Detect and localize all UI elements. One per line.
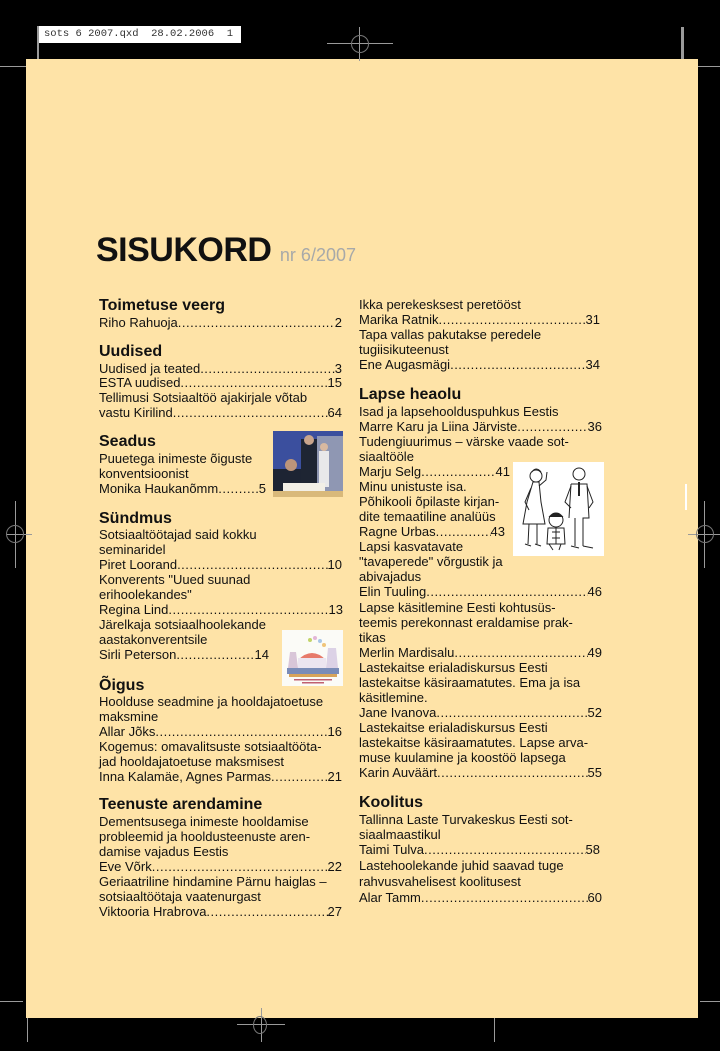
section-heading: Toimetuse veerg <box>99 297 225 314</box>
entry-page: 13 <box>328 602 343 617</box>
entry-title: lastekaitse käsiraamatutes. Ema ja isa <box>359 675 581 690</box>
entry-title: Ikka perekesksest peretööst <box>359 297 521 312</box>
entry-title: Lapse käsitlemine Eesti kohtusüs- <box>359 600 556 615</box>
toc-entry[interactable] <box>99 904 342 919</box>
section-heading: Seadus <box>99 433 156 450</box>
section-heading: Teenuste arendamine <box>99 796 263 813</box>
entry-page: 49 <box>587 645 602 660</box>
entry-author: Monika Haukanõmm <box>99 481 219 496</box>
toc-entry[interactable] <box>99 859 342 874</box>
entry-title: Tellimusi Sotsiaaltöö ajakirjale võtab <box>99 390 308 405</box>
entry-title: Hoolduse seadmine ja hooldajatoetuse <box>99 694 324 709</box>
toc-entry[interactable] <box>99 724 342 739</box>
entry-page: 21 <box>327 769 342 784</box>
entry-page: 58 <box>585 842 600 857</box>
entry-title: vastu Kirilind <box>99 405 173 420</box>
entry-title: muse kuulamine ja koostöö lapsega <box>359 750 566 765</box>
entry-author: Allar Jõks <box>99 724 156 739</box>
entry-title: Tallinna Laste Turvakeskus Eesti sot- <box>359 812 573 827</box>
toc-entry[interactable] <box>359 890 602 905</box>
entry-title: Lapsi kasvatavate <box>359 539 464 554</box>
toc-entry[interactable] <box>99 361 342 376</box>
toc-entry[interactable] <box>359 584 602 599</box>
entry-author: Eve Võrk <box>99 859 152 874</box>
entry-page: 43 <box>490 524 505 539</box>
entry-title: teemis perekonnast eraldamise prak- <box>359 615 573 630</box>
entry-title: jad hooldajatoetuse maksmisest <box>99 754 284 769</box>
entry-title: Lastehoolekande juhid saavad tuge <box>359 858 564 873</box>
entry-title: siaalmaastikul <box>359 827 441 842</box>
entry-author: Piret Loorand <box>99 557 178 572</box>
conference-logo-image <box>282 630 343 686</box>
toc-entry[interactable] <box>99 481 266 496</box>
entry-page: 27 <box>327 904 342 919</box>
entry-author: Inna Kalamäe, Agnes Parmas <box>99 769 271 784</box>
entry-author: Jane Ivanova <box>359 705 437 720</box>
entry-page: 3 <box>334 361 342 376</box>
entry-title: Puuetega inimeste õiguste <box>99 451 253 466</box>
entry-title: sotsiaaltöötaja vaatenurgast <box>99 889 261 904</box>
section-heading: Sündmus <box>99 510 172 527</box>
entry-title: Minu unistuste isa. <box>359 479 467 494</box>
entry-title: Geriaatriline hindamine Pärnu haiglas – <box>99 874 327 889</box>
toc-entry[interactable] <box>359 312 600 327</box>
section-heading: Lapse heaolu <box>359 386 462 403</box>
toc-title: SISUKORD <box>96 231 272 269</box>
entry-author: Sirli Peterson <box>99 647 177 662</box>
section-heading: Uudised <box>99 343 163 360</box>
entry-title: aastakonverentsile <box>99 632 208 647</box>
toc-entry[interactable] <box>359 524 505 539</box>
entry-title: rahvusvahelisest koolitusest <box>359 874 521 889</box>
page-title <box>96 231 356 270</box>
entry-author: Taimi Tulva <box>359 842 425 857</box>
entry-author: Regina Lind <box>99 602 169 617</box>
entry-title: Lastekaitse erialadiskursus Eesti <box>359 720 548 735</box>
family-illustration <box>513 462 604 556</box>
entry-page: 36 <box>587 419 602 434</box>
entry-title: abivajadus <box>359 569 422 584</box>
entry-title: seminaridel <box>99 542 166 557</box>
toc-entry[interactable] <box>359 705 602 720</box>
issue-number: nr 6/2007 <box>279 245 356 265</box>
entry-page: 16 <box>327 724 342 739</box>
section-heading: Koolitus <box>359 794 423 811</box>
entry-author: Elin Tuuling <box>359 584 427 599</box>
entry-author: Karin Auväärt <box>359 765 438 780</box>
entry-page: 22 <box>327 859 342 874</box>
entry-title: probleemid ja hooldusteenuste aren- <box>99 829 311 844</box>
entry-title: ESTA uudised <box>99 375 181 390</box>
entry-author: Merlin Mardisalu <box>359 645 455 660</box>
signing-ceremony-photo <box>273 431 343 497</box>
toc-entry[interactable] <box>359 842 600 857</box>
entry-title: dite temaatiline analüüs <box>359 509 496 524</box>
entry-title: Järelkaja sotsiaalhoolekande <box>99 617 266 632</box>
entry-title: tugiisikuteenust <box>359 342 449 357</box>
entry-title: Tapa vallas pakutakse peredele <box>359 327 542 342</box>
entry-author: Alar Tamm <box>359 890 421 905</box>
entry-page: 2 <box>334 315 342 330</box>
toc-entry[interactable] <box>99 557 342 572</box>
entry-page: 46 <box>587 584 602 599</box>
entry-author: Marju Selg <box>359 464 422 479</box>
entry-title: maksmine <box>99 709 159 724</box>
entry-page: 34 <box>585 357 600 372</box>
toc-entry[interactable] <box>359 765 602 780</box>
entry-title: "tavaperede" võrgustik ja <box>359 554 503 569</box>
entry-author: Marika Ratnik <box>359 312 439 327</box>
entry-author: Ragne Urbas <box>359 524 436 539</box>
entry-title: konventsioonist <box>99 466 189 481</box>
toc-entry[interactable] <box>359 464 510 479</box>
file-slug: sots 6 2007.qxd 28.02.2006 1 <box>37 26 241 43</box>
entry-title: Dementsusega inimeste hooldamise <box>99 814 309 829</box>
entry-title: siaaltööle <box>359 449 414 464</box>
toc-entry[interactable] <box>99 405 342 420</box>
toc-entry[interactable] <box>99 315 342 330</box>
section-heading: Õigus <box>99 677 145 694</box>
entry-page: 41 <box>495 464 510 479</box>
entry-title: damise vajadus Eestis <box>99 844 229 859</box>
entry-title: Sotsiaaltöötajad said kokku <box>99 527 257 542</box>
entry-page: 31 <box>585 312 600 327</box>
toc-entry[interactable] <box>359 645 602 660</box>
entry-page: 55 <box>587 765 602 780</box>
toc-entry[interactable] <box>359 419 602 434</box>
entry-title: Konverents "Uued suunad <box>99 572 251 587</box>
entry-title: Isad ja lapsehoolduspuhkus Eestis <box>359 404 559 419</box>
entry-page: 10 <box>327 557 342 572</box>
entry-title: Kogemus: omavalitsuste sotsiaaltööta- <box>99 739 322 754</box>
entry-author: Marre Karu ja Liina Järviste <box>359 419 518 434</box>
entry-title: lastekaitse käsiraamatutes. Lapse arva- <box>359 735 589 750</box>
entry-author: Ene Augasmägi <box>359 357 451 372</box>
entry-title: Põhikooli õpilaste kirjan- <box>359 494 500 509</box>
toc-entry[interactable] <box>99 602 343 617</box>
entry-title: käsitlemine. <box>359 690 428 705</box>
entry-title: erihoolekandes" <box>99 587 192 602</box>
entry-page: 14 <box>254 647 269 662</box>
entry-page: 60 <box>587 890 602 905</box>
entry-title: tikas <box>359 630 386 645</box>
toc-entry[interactable] <box>359 357 600 372</box>
entry-title: Tudengiuurimus – värske vaade sot- <box>359 434 569 449</box>
entry-page: 52 <box>587 705 602 720</box>
entry-author: Riho Rahuoja <box>99 315 178 330</box>
toc-entry[interactable] <box>99 769 342 784</box>
entry-title: Lastekaitse erialadiskursus Eesti <box>359 660 548 675</box>
entry-title: Uudised ja teated <box>99 361 201 376</box>
entry-page: 64 <box>327 405 342 420</box>
toc-entry[interactable] <box>99 647 269 662</box>
entry-author: Viktooria Hrabrova <box>99 904 207 919</box>
entry-page: 15 <box>327 375 342 390</box>
entry-page: 5 <box>258 481 266 496</box>
toc-entry[interactable] <box>99 375 342 390</box>
